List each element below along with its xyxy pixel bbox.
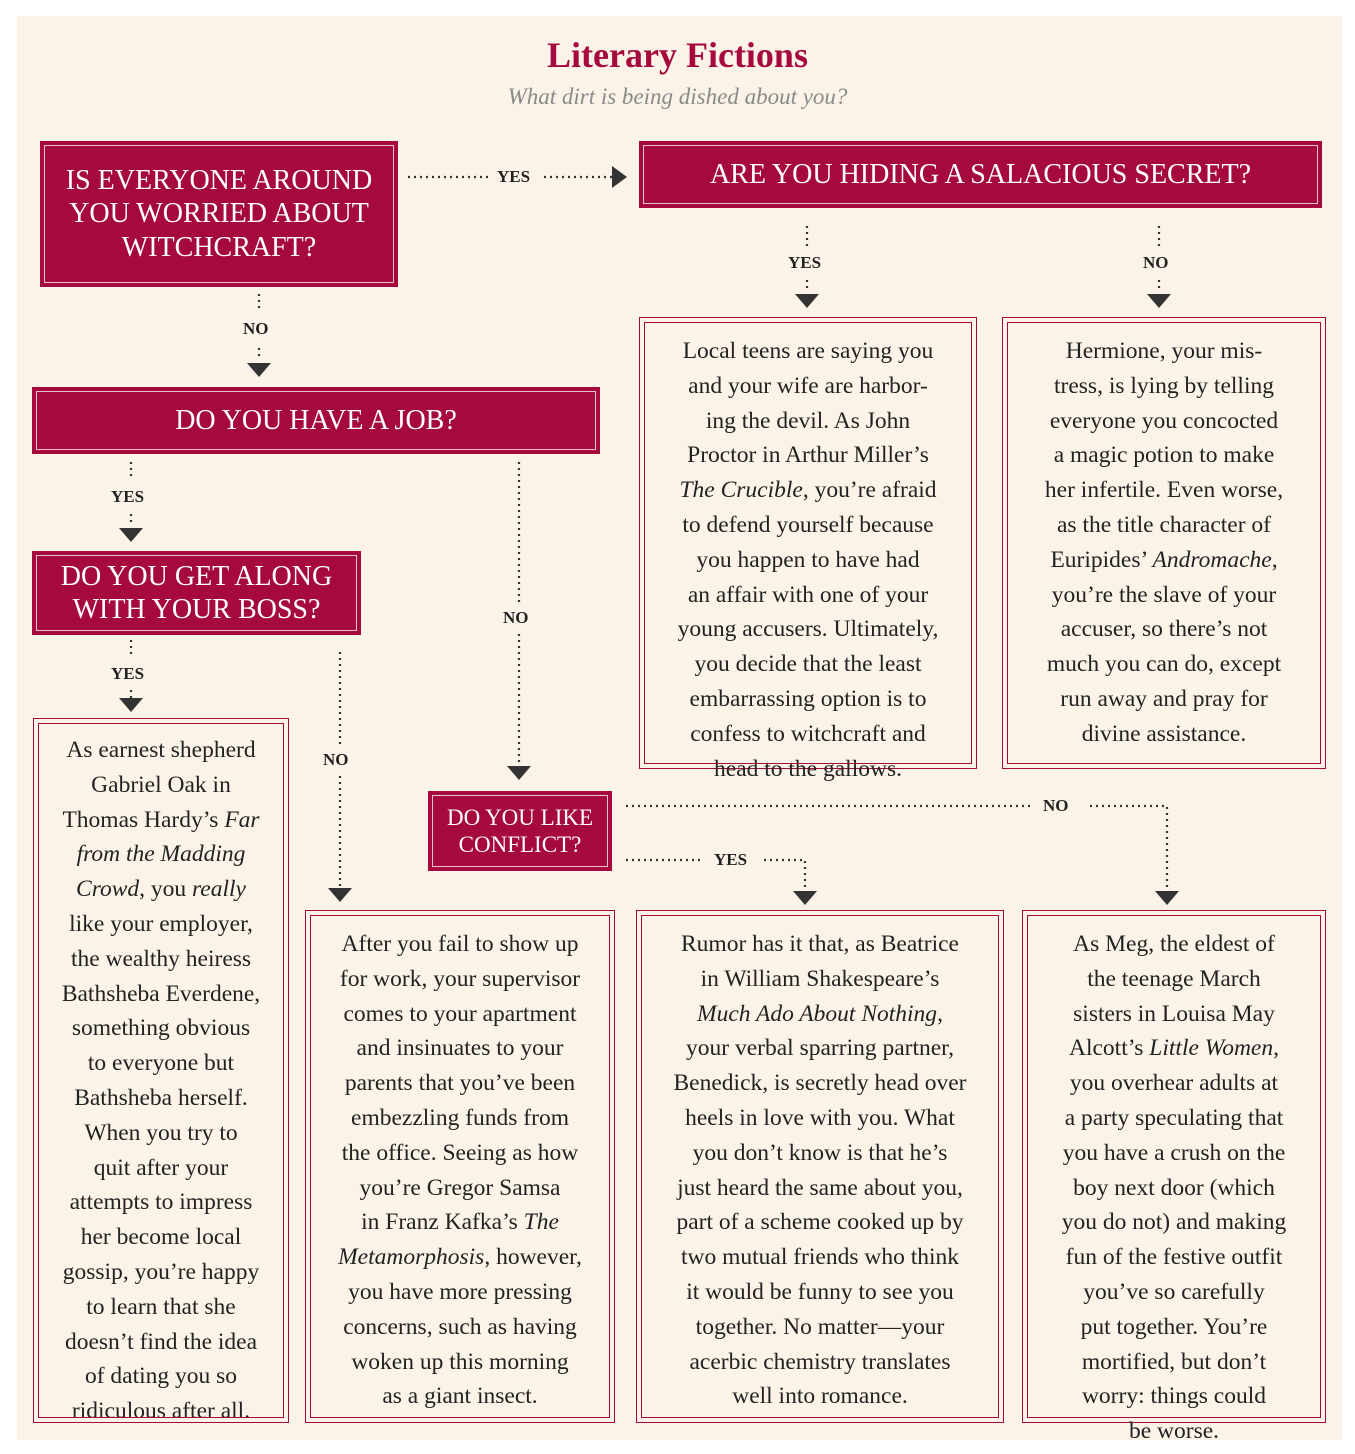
arrowhead-job-no <box>507 766 531 780</box>
outcome-madding-crowd <box>33 718 289 1423</box>
label-job-yes: YES <box>111 487 145 506</box>
question-job <box>32 387 600 454</box>
label-boss-no: NO <box>323 750 349 769</box>
question-witchcraft-line: IS EVERYONE AROUND <box>65 165 373 197</box>
label-conflict-yes: YES <box>714 850 748 869</box>
outcome-metamorphosis <box>305 910 615 1423</box>
outcome-andromache <box>1002 317 1326 769</box>
question-witchcraft-line: YOU WORRIED ABOUT <box>69 198 369 230</box>
outcome-much-ado <box>636 910 1004 1423</box>
outcome-madding-crowd-text: As earnest shepherd Gabriel Oak in Thomas Hardy’s Far from the Madding Crowd, you really like your employer, the wealthy heiress Bathsheba Everdene, something obvious to everyone but Bathsheba herself. When you try to quit after your attempts to impress her become local gossip, you’re happy to learn that she doesn’t find the idea of dating you so ridiculous after all. <box>61 737 261 1425</box>
page-subtitle: What dirt is being dished about you? <box>507 84 848 109</box>
question-job-line: DO YOU HAVE A JOB? <box>175 404 457 436</box>
question-secret <box>639 141 1322 208</box>
arrowhead-secret-yes <box>795 294 819 308</box>
arrowhead-witchcraft-no <box>247 363 271 377</box>
outcome-andromache-text: Hermione, your mis- tress, is lying by telling everyone you concocted a magic potion to make her infertile. Even worse, as the title character of Euripides’ Andromache, you’re the slave of your accuser, so there’s not much you can do, except run away and pray for divine assistance. <box>1044 338 1284 747</box>
arrowhead-witchcraft-yes <box>612 166 627 188</box>
question-witchcraft-line: WITCHCRAFT? <box>121 231 317 263</box>
question-conflict-line: CONFLICT? <box>458 832 582 857</box>
arrowhead-conflict-no <box>1155 891 1179 905</box>
label-secret-no: NO <box>1143 253 1169 272</box>
question-boss <box>32 551 361 635</box>
page-title: Literary Fictions <box>547 35 808 75</box>
question-secret-line: ARE YOU HIDING A SALACIOUS SECRET? <box>709 158 1252 190</box>
outcome-crucible <box>639 317 977 782</box>
outcome-crucible-text: Local teens are saying you and your wife are harbor- ing the devil. As John Proctor in Arthur Miller’s The Crucible, you’re afraid to defend yourself because you happen to have had an affair with one of your young accusers. Ultimately, you decide that the least embarrassing option is to confess to witchcraft and head to the gallows. <box>677 338 939 782</box>
arrowhead-job-yes <box>119 528 143 542</box>
label-boss-yes: YES <box>111 664 145 683</box>
outcome-much-ado-text: Rumor has it that, as Beatrice in William Shakespeare’s Much Ado About Nothing, your verbal sparring partner, Benedick, is secretly head over heels in love with you. What you don’t know is that he’s just heard the same about you, part of a scheme cooked up by two mutual friends who think it would be funny to see you together. No matter—your acerbic chemistry translates well into romance. <box>673 931 967 1410</box>
label-conflict-no: NO <box>1043 796 1069 815</box>
arrowhead-boss-no <box>328 888 352 902</box>
question-boss-line: WITH YOUR BOSS? <box>72 594 321 625</box>
outcome-metamorphosis-text: After you fail to show up for work, your supervisor comes to your apartment and insinuates to your parents that you’ve been embezzling funds from the office. Seeing as how you’re Gregor Samsa in Franz Kafka’s The Metamorphosis, however, you have more pressing concerns, such as having woken up this morning as a giant insect. <box>338 931 582 1410</box>
outcome-little-women-text: As Meg, the eldest of the teenage March sisters in Louisa May Alcott’s Little Women, you overhear adults at a party speculating that you have a crush on the boy next door (which you do not) and making fun of the festive outfit you’ve so carefully put together. You’re mortified, but don’t worry: things could be worse. <box>1061 931 1287 1445</box>
question-witchcraft <box>40 141 398 287</box>
arrowhead-secret-no <box>1147 294 1171 308</box>
label-witchcraft-no: NO <box>243 319 269 338</box>
question-boss-line: DO YOU GET ALONG <box>60 560 333 592</box>
label-secret-yes: YES <box>788 253 822 272</box>
arrowhead-boss-yes <box>119 698 143 712</box>
question-conflict <box>428 791 612 871</box>
connector-conflict-no <box>626 806 1167 888</box>
arrowhead-conflict-yes <box>793 891 817 905</box>
question-conflict-line: DO YOU LIKE <box>446 804 594 830</box>
label-job-no: NO <box>503 608 529 627</box>
label-witchcraft-yes: YES <box>497 167 531 186</box>
outcome-little-women <box>1022 910 1326 1445</box>
